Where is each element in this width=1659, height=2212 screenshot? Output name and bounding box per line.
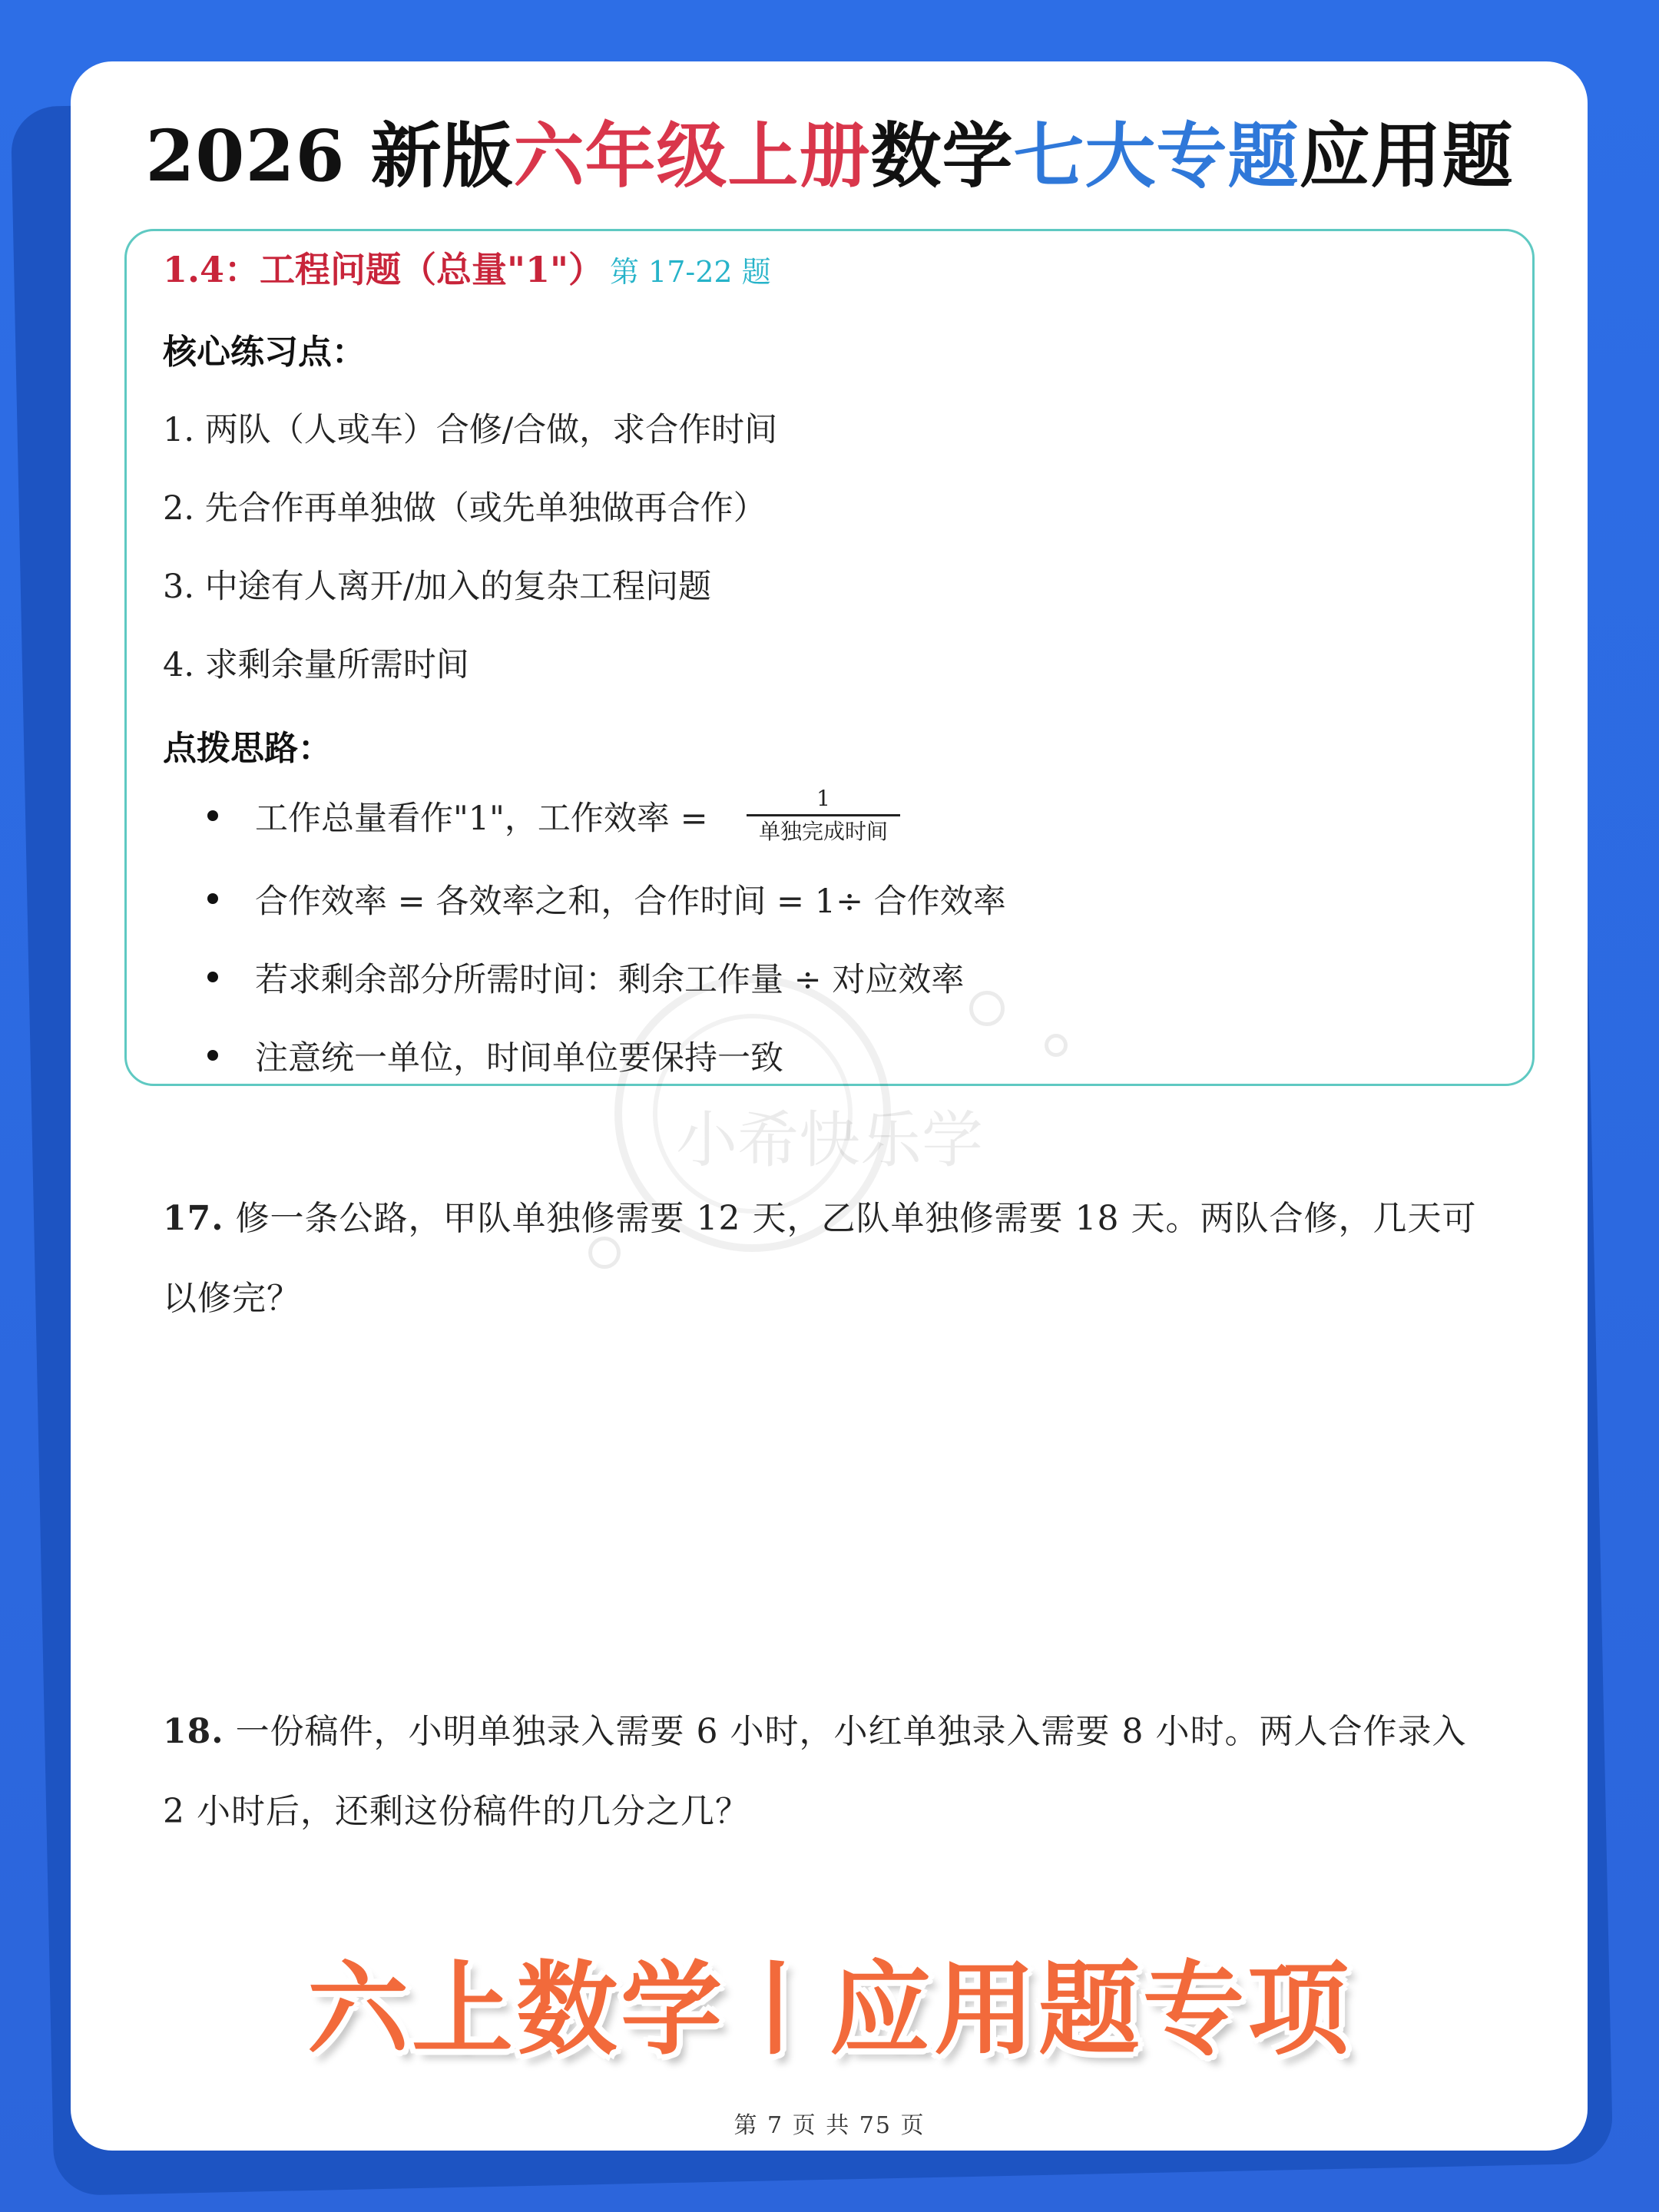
page-title bbox=[0, 100, 1659, 201]
title-subject: 数学 bbox=[870, 114, 1014, 197]
bullet-dot bbox=[207, 972, 218, 982]
tip-item: 合作效率 = 各效率之和，合作时间 = 1÷ 合作效率 bbox=[255, 882, 1006, 921]
title-year: 2026 新版 bbox=[145, 114, 514, 197]
tip-item: 若求剩余部分所需时间：剩余工作量 ÷ 对应效率 bbox=[255, 961, 965, 999]
question-number: 18. bbox=[163, 1712, 224, 1751]
fraction-bar bbox=[747, 814, 900, 816]
question-18 bbox=[163, 1704, 1467, 1753]
bullet-dot bbox=[207, 893, 218, 904]
core-point: 4. 求剩余量所需时间 bbox=[163, 646, 469, 684]
fraction bbox=[747, 785, 900, 846]
section-range: 第 17-22 题 bbox=[609, 255, 771, 289]
question-text: 修一条公路，甲队单独修需要 12 天，乙队单独修需要 18 天。两队合修，几天可 bbox=[235, 1199, 1477, 1238]
section-heading bbox=[163, 242, 771, 293]
fraction-numerator: 1 bbox=[816, 786, 830, 811]
page-footer: 第 7 页 共 75 页 bbox=[733, 2112, 926, 2139]
core-label: 核心练习点： bbox=[163, 333, 366, 372]
fraction-denominator: 单独完成时间 bbox=[758, 819, 888, 844]
core-point: 2. 先合作再单独做（或先单独做再合作） bbox=[163, 489, 767, 528]
decor-circle bbox=[588, 1237, 621, 1269]
section-title: 1.4：工程问题（总量"1"） bbox=[163, 249, 604, 290]
question-17-cont: 以修完？ bbox=[163, 1279, 301, 1318]
watermark-text: 小希快乐学 bbox=[676, 1104, 983, 1176]
question-18-cont: 2 小时后，还剩这份稿件的几分之几？ bbox=[163, 1792, 750, 1831]
tip-item: 注意统一单位，时间单位要保持一致 bbox=[255, 1039, 783, 1078]
tips-label: 点拨思路： bbox=[163, 729, 332, 768]
tip-item: 工作总量看作"1"，工作效率 = bbox=[255, 800, 708, 838]
decor-circle bbox=[1045, 1034, 1068, 1057]
bullet-dot bbox=[207, 1050, 218, 1061]
promo-banner: 六上数学丨应用题专项 bbox=[307, 1951, 1352, 2069]
bullet-dot bbox=[207, 810, 218, 821]
title-type: 应用题 bbox=[1299, 114, 1514, 197]
core-point: 3. 中途有人离开/加入的复杂工程问题 bbox=[163, 568, 712, 606]
title-topics: 七大专题 bbox=[1013, 114, 1300, 197]
question-text: 一份稿件，小明单独录入需要 6 小时，小红单独录入需要 8 小时。两人合作录入 bbox=[235, 1712, 1467, 1751]
question-number: 17. bbox=[163, 1199, 224, 1238]
core-point: 1. 两队（人或车）合修/合做，求合作时间 bbox=[163, 411, 778, 449]
question-17 bbox=[163, 1190, 1476, 1240]
decor-circle bbox=[969, 991, 1005, 1026]
title-grade: 六年级上册 bbox=[513, 114, 871, 197]
